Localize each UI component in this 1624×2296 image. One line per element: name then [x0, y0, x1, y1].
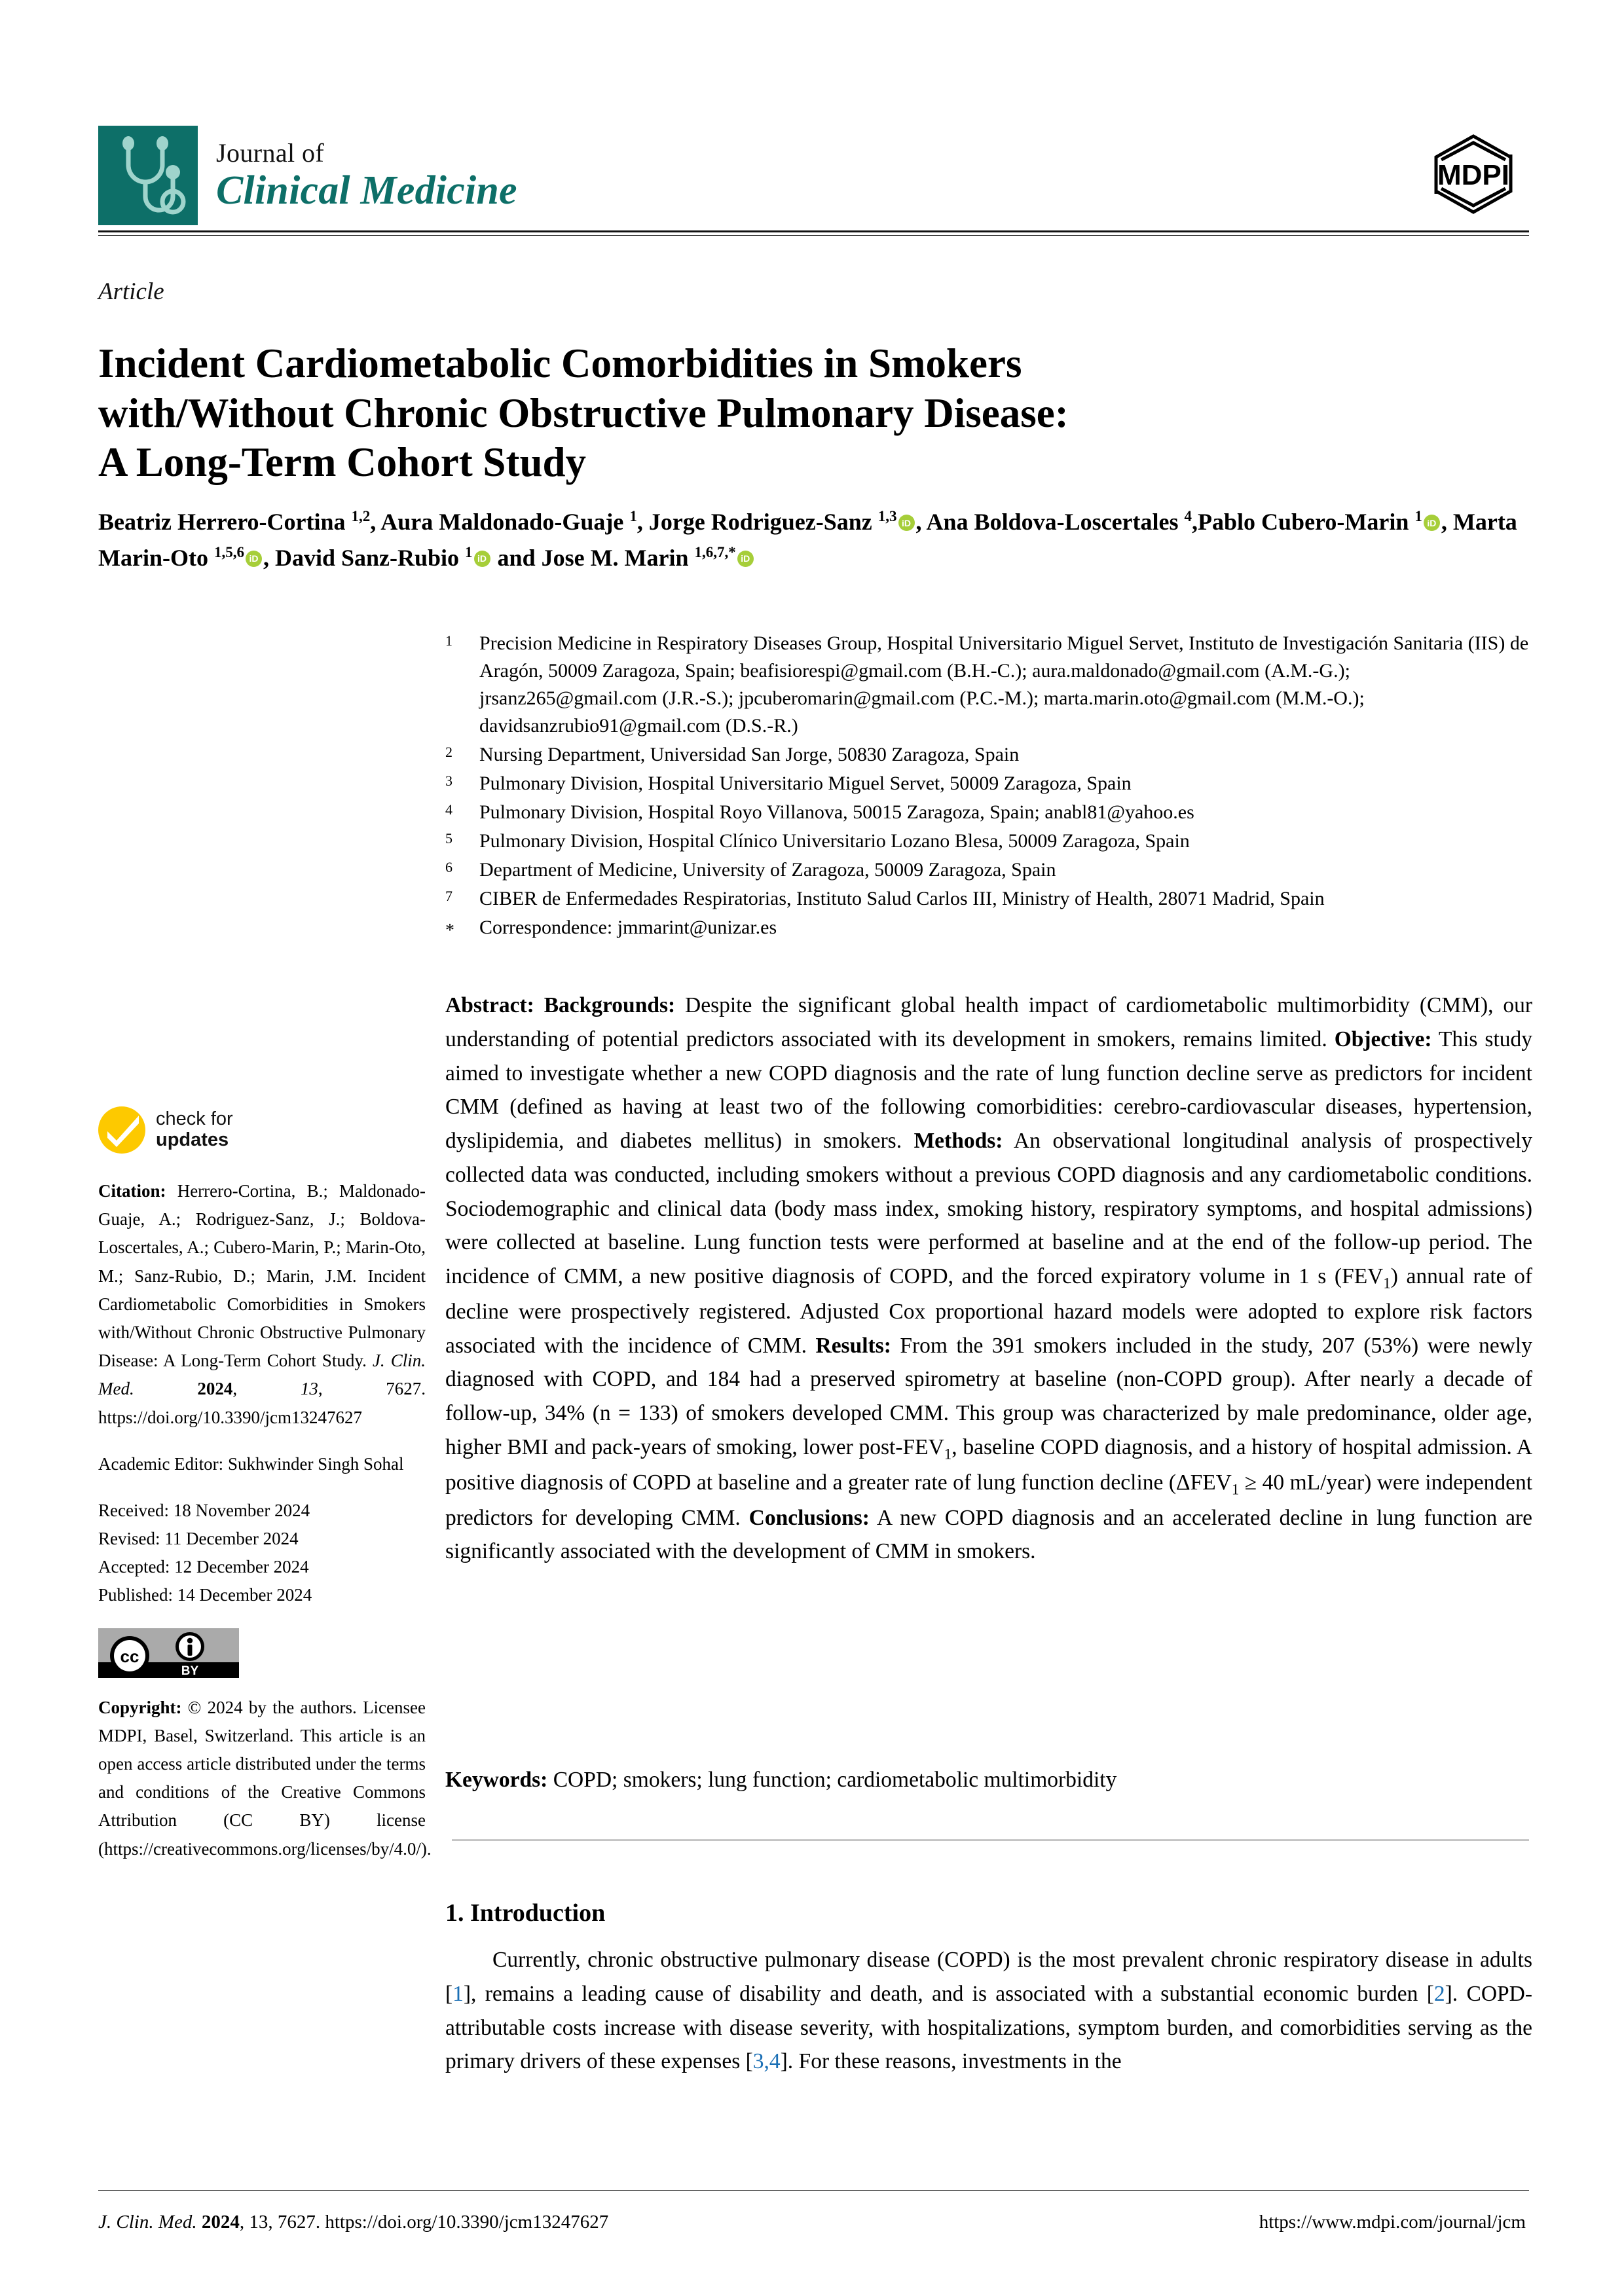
affiliation-row [445, 741, 1532, 769]
affiliation-list [445, 630, 1532, 945]
affiliation-row [445, 856, 1532, 884]
affiliation-marker: * [445, 920, 454, 941]
author-name: Jorge Rodriguez-Sanz [648, 509, 878, 535]
author-name: David Sanz-Rubio [274, 544, 466, 571]
check-for-updates-badge[interactable] [98, 1106, 426, 1154]
author-name: Ana Boldova-Loscertales [926, 509, 1185, 535]
introduction-paragraph [445, 1943, 1532, 2079]
author-separator: , [915, 509, 927, 535]
title-line-2: with/Without Chronic Obstructive Pulmonary Disease: [98, 390, 1069, 436]
date-received: Received: 18 November 2024 [98, 1500, 310, 1520]
affiliation-text: Precision Medicine in Respiratory Diseases Group, Hospital Universitario Miguel Servet, Instituto de Investigación Sanitaria (IIS) de Aragón, 50009 Zaragoza, Spain; beafisiorespi@gmail.com (B.H.-C.); aura.maldonado@gmail.com (A.M.-G.); jrsanz265@gmail.com (J.R.-S.); jpcuberomarin@gmail.com (P.C.-M.); marta.marin.oto@gmail.com (M.M.-O.); davidsanzrubio91@gmail.com (D.S.-R.) [479, 632, 1529, 737]
abstract-results-text-b: , baseline COPD diagnosis, and a history of hospital admission. A positive diagnosis of COPD at baseline and a greater rate of lung function decline (ΔFEV [445, 1434, 1532, 1495]
stethoscope-icon [98, 126, 198, 225]
abstract-methods-text-a: An observational longitudinal analysis of prospectively collected data was conducted, including smokers without a previous COPD diagnosis and any cardiometabolic conditions. Sociodemographic and clinical data (body mass index, smoking history, respiratory symptoms, and hospital admissions) were collected at baseline. Lung function tests were performed at baseline and at the end of the follow-up period. The incidence of CMM, a new positive diagnosis of COPD, and the forced expiratory volume in 1 s (FEV [445, 1129, 1532, 1288]
author-separator: , [637, 509, 649, 535]
copyright-text: © 2024 by the authors. Licensee MDPI, Basel, Switzerland. This article is an open access article distributed under the terms and conditions of the Creative Commons Attribution (CC BY) license (https://creativecommons.org/licenses/by/4.0/). [98, 1697, 432, 1859]
footer-journal: J. Clin. Med. [98, 2212, 197, 2232]
affiliation-marker: 7 [445, 888, 452, 904]
page-title [98, 339, 1460, 488]
check-updates-line1: check for [156, 1108, 233, 1130]
abstract-methods-label: Methods: [913, 1129, 1003, 1153]
academic-editor-label: Academic Editor: [98, 1453, 224, 1474]
journal-logo-line2: Clinical Medicine [216, 168, 517, 213]
footer-url[interactable]: https://www.mdpi.com/journal/jcm [1259, 2212, 1526, 2232]
footer-citation [98, 2212, 608, 2233]
affiliation-row [445, 914, 1532, 943]
abstract [445, 989, 1532, 1569]
check-updates-line2: updates [156, 1129, 229, 1150]
footer-rest: , 13, 7627. https://doi.org/10.3390/jcm13247627 [239, 2212, 609, 2232]
author-name: Aura Maldonado-Guaje [380, 509, 630, 535]
citation-link-1[interactable]: 1 [452, 1981, 464, 2006]
affiliation-marker: 3 [445, 773, 452, 789]
academic-editor-block [98, 1450, 426, 1478]
affiliation-row [445, 630, 1532, 740]
title-line-3: A Long-Term Cohort Study [98, 439, 587, 486]
citation-authors: Herrero-Cortina, B.; Maldonado-Guaje, A.; Rodriguez-Sanz, J.; Boldova-Loscertales, A.; Cubero-Marin, P.; Marin-Oto, M.; Sanz-Rubio, D.; Marin, J.M. Incident Cardiometabolic Comorbidities in Smokers with/Without Chronic Obstructive Pulmonary Disease: A Long-Term Cohort Study. [98, 1181, 426, 1371]
author-affiliation-marker: 1 [629, 508, 637, 524]
intro-text-a: Currently, chronic obstructive pulmonary disease (COPD) is the most prevalent chronic respiratory disease in adults [ [445, 1948, 1532, 2006]
citation-year: 2024 [197, 1379, 233, 1399]
abstract-conclusions-text: A new COPD diagnosis and an accelerated decline in lung function are significantly associated with the development of CMM in smokers. [445, 1505, 1532, 1564]
citation-label: Citation: [98, 1181, 166, 1201]
author-affiliation-marker: 1,6,7,* [694, 543, 736, 560]
mdpi-logo-text: MDPI [1437, 159, 1509, 191]
abstract-conclusions-label: Conclusions: [748, 1505, 870, 1530]
keywords-text: COPD; smokers; lung function; cardiometabolic multimorbidity [547, 1768, 1117, 1792]
date-accepted: Accepted: 12 December 2024 [98, 1557, 309, 1577]
date-published: Published: 14 December 2024 [98, 1585, 312, 1605]
abstract-results-label: Results: [815, 1333, 891, 1358]
affiliation-text: Pulmonary Division, Hospital Universitario Miguel Servet, 50009 Zaragoza, Spain [479, 773, 1132, 794]
affiliation-row [445, 770, 1532, 797]
orcid-icon[interactable] [737, 551, 754, 567]
author-separator: , [1192, 509, 1198, 535]
header-divider [98, 230, 1529, 236]
title-line-1: Incident Cardiometabolic Comorbidities in Smokers [98, 340, 1022, 387]
citation-link-3-4[interactable]: 3,4 [752, 2049, 781, 2074]
fev1-subscript-2: 1 [944, 1446, 952, 1463]
author-affiliation-marker: 1,5,6 [213, 543, 244, 560]
check-circle-icon [98, 1106, 145, 1154]
citation-block: Citation: Herrero-Cortina, B.; Maldonado-Guaje, A.; Rodriguez-Sanz, J.; Boldova-Loscertales, A.; Cubero-Marin, P.; Marin-Oto, M.; Sanz-Rubio, D.; Marin, J.M. Incident Cardiometabolic Comorbidities in Smokers with/Without Chronic Obstructive Pulmonary Disease: A Long-Term Cohort Study. J. Clin. Med. 2024, 13, 7627. https://doi.org/10.3390/jcm13247627 [98, 1181, 426, 1427]
creative-commons-badge[interactable] [98, 1628, 239, 1678]
date-revised: Revised: 11 December 2024 [98, 1529, 299, 1549]
orcid-icon[interactable] [898, 515, 915, 531]
orcid-icon[interactable] [1424, 515, 1440, 531]
intro-text-b: ], remains a leading cause of disability and death, and is associated with a substantial economic burden [ [463, 1981, 1434, 2006]
section-heading-introduction: 1. Introduction [445, 1899, 606, 1927]
publication-dates [98, 1497, 426, 1610]
author-separator: and [491, 544, 542, 571]
affiliation-marker: 4 [445, 801, 452, 818]
affiliation-text: Correspondence: jmmarint@unizar.es [479, 917, 777, 938]
orcid-icon[interactable] [474, 551, 490, 567]
copyright-block [98, 1694, 432, 1863]
citation-link-2[interactable]: 2 [1433, 1981, 1445, 2006]
author-name: Pablo Cubero-Marin [1198, 509, 1415, 535]
keywords-label: Keywords: [445, 1768, 548, 1792]
academic-editor-name: Sukhwinder Singh Sohal [223, 1453, 404, 1474]
affiliation-text: Department of Medicine, University of Zaragoza, 50009 Zaragoza, Spain [479, 859, 1056, 881]
affiliation-text: Pulmonary Division, Hospital Royo Villanova, 50015 Zaragoza, Spain; anabl81@yahoo.es [479, 801, 1194, 823]
abstract-objective-text: This study aimed to investigate whether a new COPD diagnosis and the rate of lung function decline serve as predictors for incident CMM (defined as having at least two of the following comorbidities: cerebro-cardiovascular diseases, hypertension, dyslipidemia, and diabetes mellitus) in smokers. [445, 1027, 1532, 1153]
abstract-label: Abstract: [445, 993, 534, 1017]
mdpi-logo [1418, 131, 1529, 217]
author-list [98, 504, 1532, 575]
fev1-subscript-3: 1 [1231, 1481, 1240, 1498]
author-name: Marta Marin-Oto [98, 509, 1517, 571]
author-separator: , [1441, 509, 1453, 535]
affiliation-text: CIBER de Enfermedades Respiratorias, Instituto Salud Carlos III, Ministry of Health, 28071 Madrid, Spain [479, 888, 1325, 909]
abstract-objective-label: Objective: [1334, 1027, 1432, 1051]
author-affiliation-marker: 1 [1414, 508, 1422, 524]
page-header [98, 126, 1529, 230]
intro-text-c: ]. COPD-attributable costs increase with disease severity, with hospitalizations, symptom burden, and comorbidities serving as the primary drivers of these expenses [ [445, 1981, 1532, 2074]
cc-glyph: cc [120, 1646, 139, 1666]
author-separator: , [263, 544, 275, 571]
author-affiliation-marker: 1 [465, 543, 473, 560]
footer-year: 2024 [201, 2212, 240, 2232]
citation-article-number: 7627. [386, 1379, 426, 1399]
affiliation-marker: 1 [445, 632, 452, 649]
author-affiliation-marker: 1,3 [877, 508, 897, 524]
journal-logo-line1: Journal of [216, 138, 325, 168]
journal-logo [98, 126, 517, 225]
keywords [445, 1764, 1532, 1796]
affiliation-row [445, 799, 1532, 826]
copyright-label: Copyright: [98, 1697, 182, 1717]
by-glyph: BY [181, 1664, 199, 1678]
abstract-results-text-c: ≥ 40 mL/year) were independent predictors for developing CMM. [445, 1470, 1532, 1530]
affiliation-marker: 2 [445, 744, 452, 760]
author-separator: , [370, 509, 381, 535]
footer-divider [98, 2190, 1529, 2191]
affiliation-marker: 5 [445, 830, 452, 847]
affiliation-text: Pulmonary Division, Hospital Clínico Universitario Lozano Blesa, 50009 Zaragoza, Spain [479, 830, 1190, 852]
sidebar [98, 1106, 432, 1882]
abstract-results-text-a: From the 391 smokers included in the study, 207 (53%) were newly diagnosed with COPD, and 184 had a preserved spirometry at baseline (non-COPD group). After nearly a decade of follow-up, 34% (n = 133) of smokers developed CMM. This group was characterized by male predominance, older age, higher BMI and pack-years of smoking, lower post-FEV [445, 1333, 1532, 1459]
affiliation-row [445, 885, 1532, 913]
author-name: Beatriz Herrero-Cortina [98, 509, 352, 535]
article-type-label: Article [98, 278, 164, 305]
citation-volume: 13 [300, 1379, 318, 1399]
abstract-backgrounds-text: Despite the significant global health impact of cardiometabolic multimorbidity (CMM), our understanding of potential predictors associated with its development in smokers, remains limited. [445, 993, 1532, 1051]
orcid-icon[interactable] [246, 551, 262, 567]
author-affiliation-marker: 1,2 [351, 508, 371, 524]
author-affiliation-marker: 4 [1184, 508, 1192, 524]
fev1-subscript-1: 1 [1383, 1275, 1391, 1292]
abstract-methods-text-b: ) annual rate of decline were prospectively registered. Adjusted Cox proportional hazard models were adopted to explore risk factors associated with the incidence of CMM. [445, 1264, 1532, 1358]
abstract-backgrounds-label: Backgrounds: [544, 993, 676, 1017]
affiliation-marker: 6 [445, 859, 452, 875]
intro-text-d: ]. For these reasons, investments in the [780, 2049, 1122, 2074]
citation-journal: J. Clin. Med. [98, 1351, 426, 1399]
author-name: Jose M. Marin [541, 544, 695, 571]
citation-doi[interactable]: https://doi.org/10.3390/jcm13247627 [98, 1407, 363, 1427]
affiliation-text: Nursing Department, Universidad San Jorge, 50830 Zaragoza, Spain [479, 744, 1020, 765]
affiliation-row [445, 828, 1532, 855]
